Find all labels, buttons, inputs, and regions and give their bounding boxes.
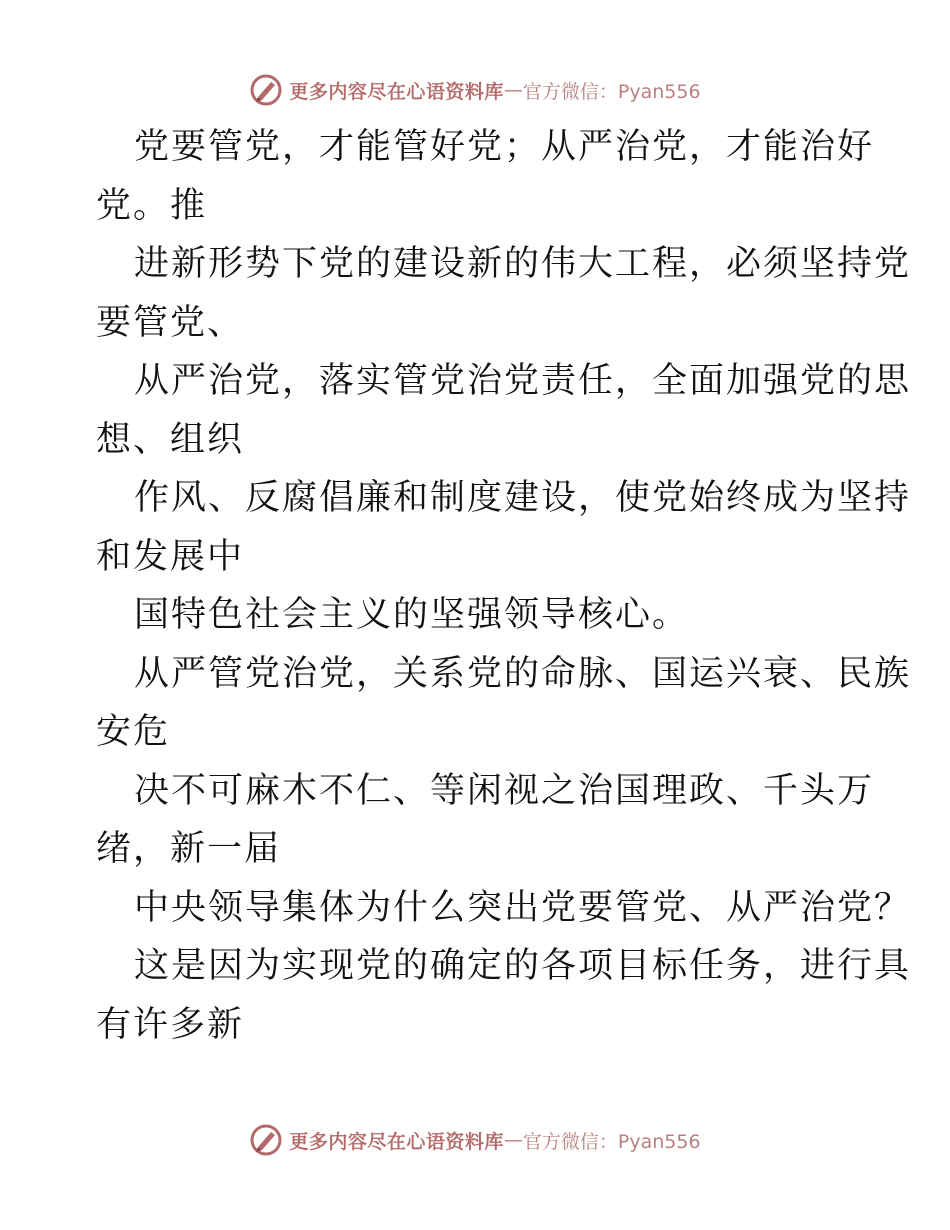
text-line: 绪，新一届 — [96, 829, 282, 869]
text-line: 中央领导集体为什么突出党要管党、从严治党？ — [134, 887, 912, 928]
text-line: 和发展中 — [96, 536, 245, 577]
watermark-dash: — — [503, 1129, 523, 1151]
header-watermark — [0, 70, 950, 110]
text-line: 安危 — [96, 712, 171, 752]
text-line: 有许多新 — [96, 1004, 245, 1045]
footer-watermark — [0, 1120, 950, 1160]
text-line: 进新形势下党的建设新的伟大工程，必须坚持党 — [134, 244, 912, 284]
text-line: 党。推 — [96, 185, 208, 226]
text-line: 决不可麻木不仁、等闲视之治国理政、千头万 — [134, 770, 875, 811]
watermark-main-text: 更多内容尽在心语资料库 — [289, 80, 504, 103]
text-line: 党要管党，才能管好党；从严治党，才能治好 — [134, 127, 875, 167]
watermark-sub-text: 官方微信：Pyan556 — [522, 80, 701, 103]
document-body — [96, 118, 912, 1054]
watermark-main-text: 更多内容尽在心语资料库 — [289, 1130, 504, 1153]
brush-pen-logo-icon — [249, 1123, 283, 1157]
text-line: 作风、反腐倡廉和制度建设，使党始终成为坚持 — [134, 478, 912, 518]
text-line: 从严治党，落实管党治党责任，全面加强党的思 — [134, 361, 912, 401]
text-line: 要管党、 — [96, 302, 245, 343]
brush-pen-logo-icon — [249, 73, 283, 107]
text-line: 想、组织 — [96, 419, 245, 460]
text-line: 从严管党治党，关系党的命脉、国运兴衰、民族 — [134, 653, 912, 694]
watermark-sub-text: 官方微信：Pyan556 — [522, 1130, 701, 1153]
text-line: 国特色社会主义的坚强领导核心。 — [134, 595, 690, 635]
text-line: 这是因为实现党的确定的各项目标任务，进行具 — [134, 946, 912, 986]
watermark-dash: — — [503, 79, 523, 101]
